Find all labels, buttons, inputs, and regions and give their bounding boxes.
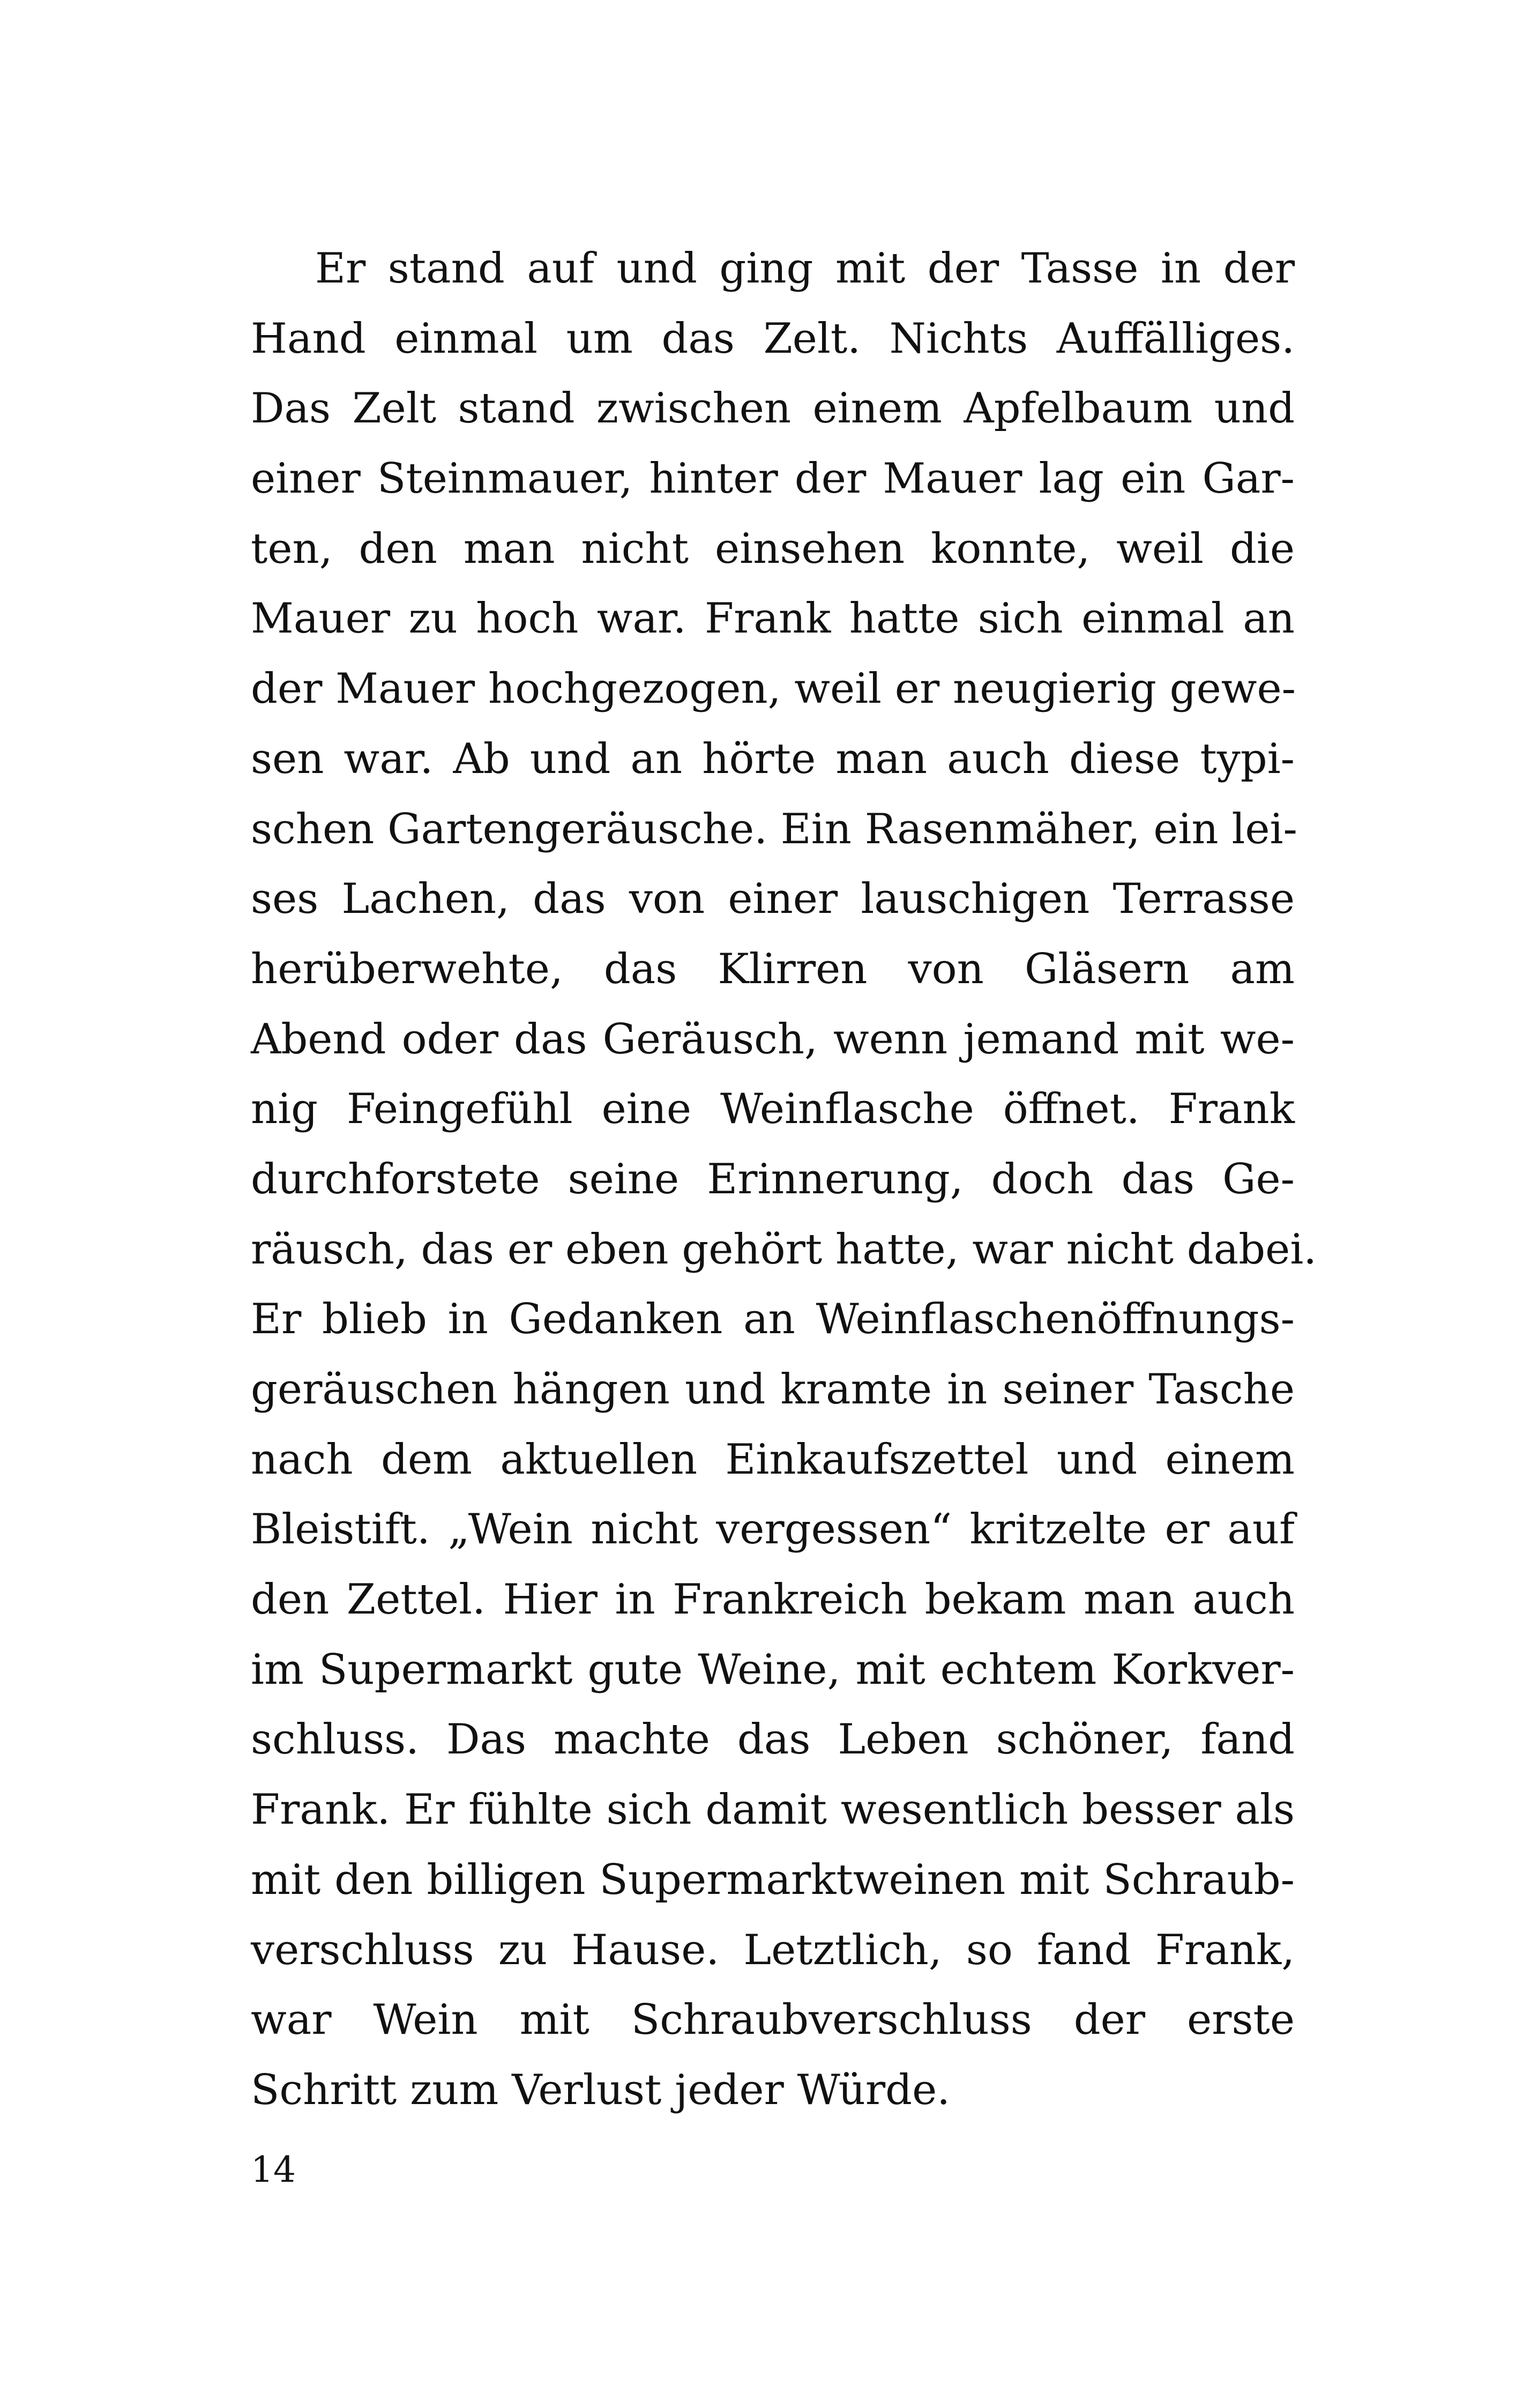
text-line: Schritt zum Verlust jeder Würde. (251, 2065, 951, 2114)
text-line: im Supermarkt gute Weine, mit echtem Korkver- (251, 1645, 1295, 1694)
text-line: der Mauer hochgezogen, weil er neugierig gewe- (251, 665, 1296, 714)
text-line: durchforstete seine Erinnerung, doch das Ge- (251, 1155, 1295, 1203)
text-line: geräuschen hängen und kramte in seiner Tasche (251, 1365, 1295, 1414)
text-line: ses Lachen, das von einer lauschigen Terrasse (251, 875, 1295, 924)
text-line: schen Gartengeräusche. Ein Rasenmäher, ein lei- (251, 805, 1297, 853)
text-line: Das Zelt stand zwischen einem Apfelbaum und (251, 384, 1295, 433)
page-number: 14 (251, 2149, 296, 2190)
text-line: Er blieb in Gedanken an Weinflaschenöffnungs- (251, 1295, 1295, 1344)
text-line: Mauer zu hoch war. Frank hatte sich einmal an (251, 594, 1295, 643)
text-line: schluss. Das machte das Leben schöner, fand (251, 1715, 1295, 1764)
text-line: Abend oder das Geräusch, wenn jemand mit we- (251, 1015, 1295, 1064)
text-line: nach dem aktuellen Einkaufszettel und einem (251, 1435, 1295, 1484)
text-line: den Zettel. Hier in Frankreich bekam man auch (251, 1575, 1295, 1624)
text-line: sen war. Ab und an hörte man auch diese typi- (251, 734, 1295, 783)
text-line: mit den billigen Supermarktweinen mit Schraub- (251, 1855, 1295, 1904)
text-line: war Wein mit Schraubverschluss der erste (251, 1996, 1295, 2045)
text-line: räusch, das er eben gehört hatte, war nicht dabei. (251, 1225, 1317, 1274)
text-line: Er stand auf und ging mit der Tasse in der (315, 244, 1295, 293)
text-line: herüberwehte, das Klirren von Gläsern am (251, 945, 1295, 993)
text-line: Frank. Er fühlte sich damit wesentlich besser als (251, 1786, 1295, 1834)
text-line: ten, den man nicht einsehen konnte, weil die (251, 524, 1295, 573)
text-line: nig Feingefühl eine Weinflasche öffnet. Frank (251, 1085, 1295, 1134)
body-paragraph (251, 234, 1317, 2125)
text-line: einer Steinmauer, hinter der Mauer lag ein Gar- (251, 455, 1295, 503)
text-line: verschluss zu Hause. Letztlich, so fand Frank, (251, 1926, 1295, 1974)
text-line: Bleistift. „Wein nicht vergessen“ kritzelte er auf (251, 1505, 1295, 1554)
text-line: Hand einmal um das Zelt. Nichts Auffälliges. (251, 314, 1295, 363)
